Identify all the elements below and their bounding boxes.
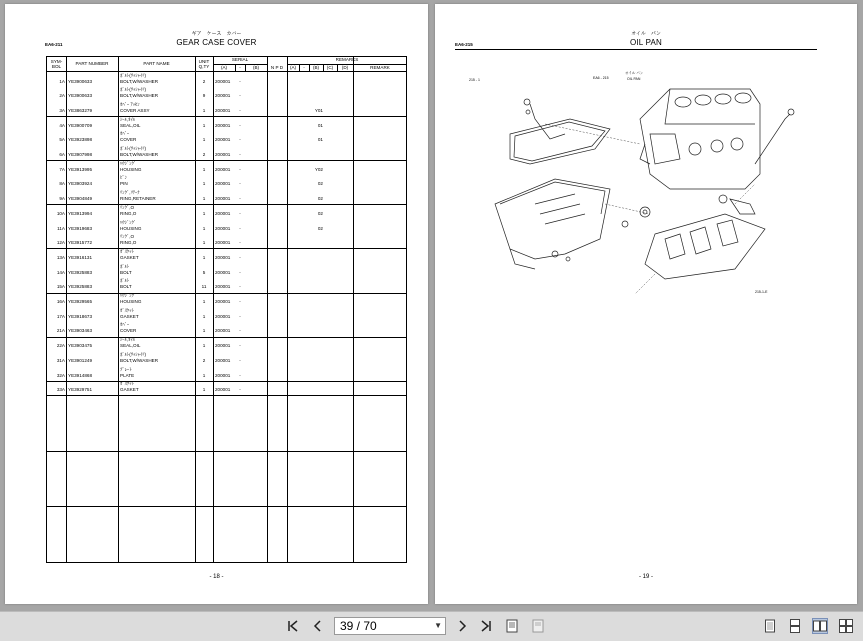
header-remark: REMARK [370,65,390,70]
symbol-cell: 3A [59,107,65,113]
header-rem-b: (B) [312,65,320,70]
subheader-divider [299,64,300,71]
page-title: OIL PAN [629,38,663,47]
unit-qty-cell: 1 [202,343,206,349]
serial-a-cell: 200001 [215,122,231,128]
symbol-cell: 8A [59,181,65,187]
col-divider [267,57,268,562]
header-serial: SERIAL [231,57,249,62]
serial-dash-cell: - [239,269,241,275]
part-name-cell: COVER ASSY [120,107,150,113]
unit-qty-cell: 5 [202,269,206,275]
part-name-cell: GASKET [120,254,139,260]
serial-dash-cell: - [239,78,241,84]
part-number-cell: YE3903475 [68,343,93,349]
part-number-cell: YE3900709 [68,122,93,128]
serial-dash-cell: - [239,240,241,246]
group-divider [47,506,406,507]
part-name-cell: BOLT,W/WASHER [120,152,159,157]
serial-dash-cell: - [239,166,241,172]
part-name-cell: HOUSING [120,225,142,231]
diagram-ref-code: 215 - 1 [469,78,480,82]
part-name-kana: ｶﾞｽｹｯﾄ [120,248,134,254]
serial-a-cell: 200001 [215,254,231,260]
serial-a-cell: 200001 [215,387,231,393]
continuous-icon[interactable] [787,618,803,634]
remark-b-cell: 02 [317,196,323,202]
single-page-icon[interactable] [762,618,778,634]
part-number-cell: YE3925883 [68,284,93,290]
serial-dash-cell: - [239,299,241,304]
part-name-kana: ﾎﾞﾙﾄ [120,278,130,284]
serial-dash-cell: - [239,284,241,290]
section-code: EA6-211 [45,42,63,47]
diagram-sub-code: EA6 - 215 [593,76,609,80]
part-name-cell: SEAL,OIL [120,122,141,128]
two-page-continuous-icon[interactable] [838,618,854,634]
serial-dash-cell: - [239,107,241,113]
page-title-kana: オイル パン [631,31,661,37]
remark-b-cell: 02 [317,181,323,187]
serial-a-cell: 200001 [215,152,231,157]
serial-a-cell: 200001 [215,93,231,99]
part-number-cell: YE3900633 [68,78,93,84]
part-name-cell: HOUSING [120,166,142,172]
part-name-kana: ﾎﾞﾙﾄ(ﾜｯｼｬｲﾘ) [120,146,147,151]
header-part-number: PART NUMBER [75,61,109,66]
serial-a-cell: 200001 [215,299,231,304]
page-number-select[interactable] [334,617,446,635]
part-name-kana: ｶﾞｽｹｯﾄ [120,381,134,387]
symbol-cell: 11A [57,225,65,231]
page-title-kana: ギア ケース カバー [191,31,242,37]
part-number-cell: YE3915772 [68,240,93,246]
part-number-cell: YE3901249 [68,357,93,363]
remark-b-cell: Y02 [314,166,323,172]
serial-dash-cell: - [239,343,241,349]
unit-qty-cell: 1 [202,122,206,128]
serial-dash-cell: - [239,387,241,393]
header-rem-a: (A) [289,65,297,70]
serial-a-cell: 200001 [215,343,231,349]
symbol-cell: 14A [56,269,65,275]
col-divider [213,57,214,562]
serial-a-cell: 200001 [215,137,231,143]
part-name-cell: BOLT,W/WASHER [120,78,159,84]
serial-dash-cell: - [239,328,241,334]
title-rule [455,49,817,50]
part-name-kana: ﾊｳｼﾞﾝｸﾞ [120,293,137,298]
symbol-cell: 6A [59,152,65,157]
part-name-kana: ﾘﾝｸﾞ,O [120,234,135,240]
subheader-divider [337,64,338,71]
symbol-cell: 10A [56,210,65,216]
serial-dash-cell: - [239,93,241,99]
header-rem-dash: - [303,65,305,70]
header-rem-d: (D) [341,65,349,70]
part-name-cell: BOLT [120,284,132,290]
part-number-cell: YE3903463 [68,328,93,334]
unit-qty-cell: 1 [202,225,206,231]
serial-dash-cell: - [239,313,241,319]
header-part-name: PART NAME [143,61,170,66]
group-divider [47,451,406,452]
part-name-kana: ﾎﾞﾙﾄ(ﾜｯｼｬｲﾘ) [120,72,147,78]
serial-dash-cell: - [239,122,241,128]
unit-qty-cell: 1 [202,196,206,202]
part-number-cell: YE3916131 [68,254,93,260]
serial-a-cell: 200001 [215,196,231,202]
part-name-cell: BOLT,W/WASHER [120,93,159,99]
serial-dash-cell: - [239,210,241,216]
part-number-cell: YE3904849 [68,196,93,202]
unit-qty-cell: 1 [202,137,206,143]
symbol-cell: 33A [56,387,65,393]
remark-b-cell: 02 [317,210,323,216]
col-divider [118,57,119,562]
oil-pan-exploded-diagram [455,64,850,309]
header-npd: N P D [270,65,284,70]
unit-qty-cell: 1 [202,372,206,378]
part-name-cell: COVER [120,137,137,143]
part-number-cell: YE3913994 [68,210,93,216]
part-number-cell: YE3925883 [68,269,93,275]
part-name-kana: ﾎﾞﾙﾄ [120,263,130,269]
part-name-cell: GASKET [120,313,139,319]
parts-table [46,56,407,563]
part-name-kana: ﾘﾝｸﾞ,ﾘﾃｰﾅ [120,190,140,196]
header-serial-dash: - [239,65,241,70]
unit-qty-cell: 1 [202,181,206,187]
serial-dash-cell: - [239,254,241,260]
subheader-divider [245,64,246,71]
last-page-icon[interactable] [478,618,494,634]
serial-a-cell: 200001 [215,313,231,319]
serial-dash-cell: - [239,137,241,143]
header-serial-a: (A) [220,65,228,70]
serial-a-cell: 200001 [215,107,231,113]
serial-dash-cell: - [239,372,241,378]
header-symbol: SYM-BOL [50,59,63,69]
col-divider [195,57,196,562]
group-divider [47,204,406,205]
col-divider [66,57,67,562]
part-name-cell: PLATE [120,372,135,378]
diagram-corner-note: 215-1-E [755,290,768,294]
header-rem-c: (C) [326,65,334,70]
chevron-down-icon: ▼ [434,621,442,630]
symbol-cell: 7A [59,166,65,172]
subheader-line [287,64,407,65]
part-name-kana: ｶﾞｽｹｯﾄ [120,307,134,313]
header-bottom-line [47,71,406,72]
part-name-cell: RING,O [120,210,137,216]
symbol-cell: 21A [56,328,65,334]
header-remarks: REMARKS [335,57,359,62]
symbol-cell: 13A [56,254,65,260]
part-number-cell: YE3903924 [68,181,93,187]
part-name-kana: ｼｰﾙ,ｵｲﾙ [120,337,136,343]
symbol-cell: 15A [56,284,65,290]
serial-a-cell: 200001 [215,166,231,172]
serial-dash-cell: - [239,196,241,202]
part-name-cell: BOLT,W/WASHER [120,357,159,363]
symbol-cell: 9A [59,196,65,202]
serial-dash-cell: - [239,181,241,187]
part-name-kana: ﾌﾟﾚｰﾄ [120,366,132,372]
part-name-kana: ﾘﾝｸﾞ,O [120,204,135,210]
serial-a-cell: 200001 [215,269,231,275]
symbol-cell: 5A [59,137,65,143]
part-name-cell: COVER [120,328,137,334]
part-number-cell: YE3929565 [68,299,93,304]
group-divider [47,116,406,117]
serial-a-cell: 200001 [215,284,231,290]
serial-dash-cell: - [239,357,241,363]
unit-qty-cell: 1 [202,387,206,393]
part-name-kana: ｶﾊﾞｰ ｱｯｾﾝ [120,101,140,107]
part-name-cell: BOLT [120,269,132,275]
col-divider [353,57,354,562]
part-name-kana: ﾎﾞﾙﾄ(ﾜｯｼｬｲﾘ) [120,351,147,357]
part-name-kana: ｶﾊﾞｰ [120,131,130,137]
first-page-icon[interactable] [285,618,301,634]
part-name-cell: HOUSING [120,299,142,304]
group-divider [47,395,406,396]
symbol-cell: 17A [56,313,65,319]
header-serial-b: (B) [252,65,260,70]
group-divider [47,293,406,294]
group-divider [47,337,406,338]
page-indicator: 39 / 70 [340,619,377,633]
prev-page-icon[interactable] [310,618,326,634]
group-divider [47,381,406,382]
part-name-cell: RING,O [120,240,137,246]
left-page [5,4,428,604]
header-unit-qty: UNIT Q,TY [198,59,210,69]
part-number-cell: YE3900633 [68,93,93,99]
col-divider [287,57,288,562]
remark-b-cell: 01 [317,122,323,128]
serial-a-cell: 200001 [215,78,231,84]
fit-width-icon[interactable] [530,618,546,634]
subheader-divider [309,64,310,71]
symbol-cell: 1A [59,78,65,84]
diagram-sub-kana: オイル パン [625,71,644,75]
group-divider [47,248,406,249]
unit-qty-cell: 9 [202,93,206,99]
serial-a-cell: 200001 [215,210,231,216]
symbol-cell: 32A [56,372,65,378]
symbol-cell: 31A [56,357,65,363]
remark-b-cell: 02 [317,225,323,231]
section-code: EA6-215 [455,42,473,47]
page-number: - 19 - [638,574,653,580]
unit-qty-cell: 1 [202,210,206,216]
part-number-cell: YE3923898 [68,137,93,143]
unit-qty-cell: 2 [202,152,206,157]
next-page-icon[interactable] [454,618,470,634]
part-name-kana: ｼｰﾙ,ｵｲﾙ [120,116,136,122]
unit-qty-cell: 11 [201,284,207,290]
unit-qty-cell: 1 [202,254,206,260]
subheader-divider [323,64,324,71]
subheader-divider [235,64,236,71]
page-title: GEAR CASE COVER [176,38,257,47]
diagram-drawing [455,64,850,309]
serial-dash-cell: - [239,152,241,157]
diagram-sub-title: OIL PAN [627,77,641,81]
viewer-toolbar [0,611,863,641]
part-name-cell: PIN [120,181,128,187]
right-page [435,4,857,604]
subheader-line [213,64,267,65]
serial-dash-cell: - [239,225,241,231]
symbol-cell: 12A [56,240,65,246]
serial-a-cell: 200001 [215,328,231,334]
part-name-kana: ﾊｳｼﾞﾝｸﾞ [120,219,137,225]
serial-a-cell: 200001 [215,225,231,231]
part-name-cell: RING,RETAINER [120,196,156,202]
part-name-cell: SEAL,OIL [120,343,141,349]
serial-a-cell: 200001 [215,357,231,363]
part-name-kana: ﾊｳｼﾞﾝｸﾞ [120,160,137,166]
part-name-kana: ﾋﾟﾝ [120,175,127,181]
part-number-cell: YE3929751 [68,387,93,393]
serial-a-cell: 200001 [215,372,231,378]
serial-a-cell: 200001 [215,181,231,187]
remark-b-cell: 01 [317,137,323,143]
symbol-cell: 22A [56,343,65,349]
unit-qty-cell: 1 [202,166,206,172]
part-name-cell: GASKET [120,387,139,393]
unit-qty-cell: 1 [202,313,206,319]
part-name-kana: ｶﾊﾞｰ [120,322,130,328]
part-number-cell: YE3913995 [68,166,93,172]
part-name-kana: ﾎﾞﾙﾄ(ﾜｯｼｬｲﾘ) [120,87,147,93]
group-divider [47,160,406,161]
unit-qty-cell: 2 [202,78,206,84]
unit-qty-cell: 1 [202,299,206,304]
unit-qty-cell: 1 [202,240,206,246]
unit-qty-cell: 1 [202,107,206,113]
part-number-cell: YE3918673 [68,313,93,319]
part-number-cell: YE3919683 [68,225,93,231]
symbol-cell: 4A [59,122,65,128]
part-number-cell: YE3863279 [68,107,93,113]
symbol-cell: 16A [56,299,65,304]
remark-b-cell: Y01 [314,107,323,113]
unit-qty-cell: 1 [202,328,206,334]
part-number-cell: YE3907998 [68,152,93,157]
part-number-cell: YE3914868 [68,372,93,378]
two-page-icon[interactable] [812,618,828,634]
page-number: - 18 - [209,574,224,580]
symbol-cell: 2A [59,93,65,99]
fit-page-icon[interactable] [504,618,520,634]
unit-qty-cell: 2 [202,357,206,363]
serial-a-cell: 200001 [215,240,231,246]
